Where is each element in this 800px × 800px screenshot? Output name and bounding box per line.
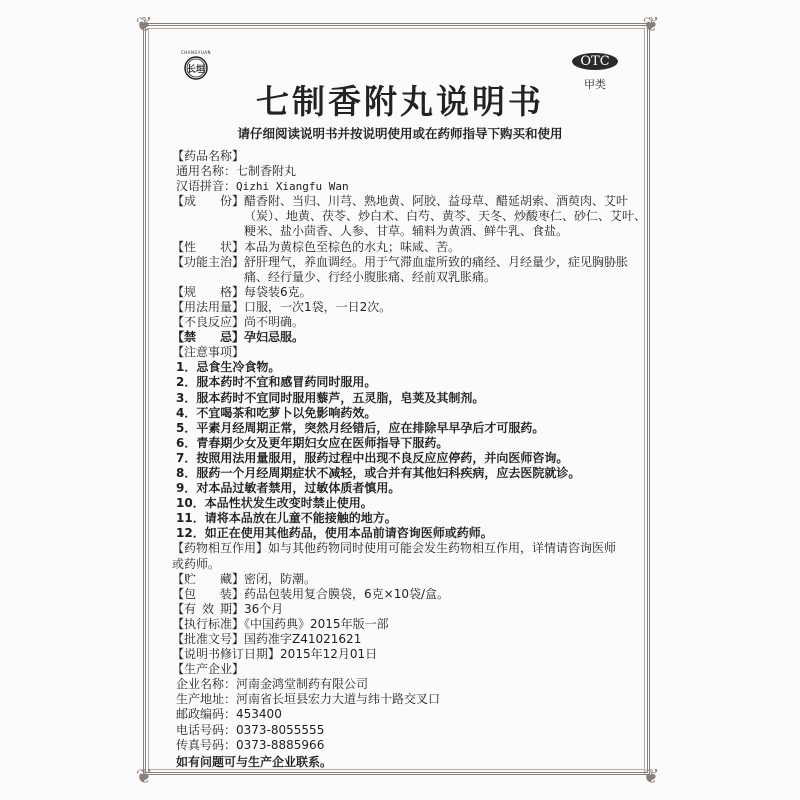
indications-text: 舒肝理气，养血调经。用于气滞血虚所致的痛经、月经量少，症见胸胁胀 [244, 254, 629, 269]
section-label: 成份 [184, 194, 233, 209]
approval-number: 国药准字Z41021621 [244, 632, 362, 646]
otc-badge: OTC [572, 53, 618, 70]
precaution-item: 1．忌食生冷食物。 [176, 360, 281, 375]
logo-text: CHANGYUAN [180, 50, 212, 55]
precaution-item: 8．服药一个月经周期症状不减轻，或合并有其他妇科疾病，应去医院就诊。 [176, 465, 581, 480]
ingredients-text: 醋香附、当归、川芎、熟地黄、阿胶、益母草、醋延胡索、酒萸肉、艾叶 [244, 194, 629, 209]
precaution-item: 9．对本品过敏者禁用，过敏体质者慎用。 [176, 481, 401, 496]
field-label: 邮政编码： [176, 707, 237, 722]
section-label: 性状 [184, 239, 233, 254]
section-label: 功能主治 [184, 254, 233, 269]
field-label: 生产地址： [176, 692, 237, 707]
otc-category: 甲类 [584, 78, 606, 91]
revision-date: 2015年12月01日 [280, 647, 378, 662]
field-label: 企业名称： [176, 677, 237, 692]
field-label: 通用名称： [176, 164, 237, 179]
pinyin-name: Qizhi Xiangfu Wan [236, 180, 349, 194]
standard-text: 《中国药典》2015年版一部 [244, 616, 389, 631]
generic-name: 七制香附丸 [236, 164, 297, 179]
contraindications-text: 孕妇忌服。 [244, 330, 305, 345]
section-label: 有效期 [184, 601, 233, 616]
ingredients-text: （炭）、地黄、茯苓、炒白术、白芍、黄芩、天冬、炒酸枣仁、砂仁、艾叶、 [244, 209, 647, 224]
interactions-text: 或药师。 [172, 556, 221, 571]
logo-mark: 长垣 [186, 65, 206, 75]
precaution-item: 7．按照用法用量服用，服药过程中出现不良反应应停药，并向医师咨询。 [176, 450, 569, 465]
precaution-item: 12．如正在使用其他药品，使用本品前请咨询医师或药师。 [176, 526, 493, 541]
character-text: 本品为黄棕色至棕色的水丸；味咸、苦。 [244, 239, 461, 254]
subtitle: 请仔细阅读说明书并按说明使用或在药师指导下购买和使用 [237, 126, 563, 141]
page-title: 七制香附丸说明书 [256, 82, 544, 121]
storage-text: 密闭，防潮。 [244, 571, 317, 586]
precaution-item: 5．平素月经周期正常，突然月经错后，应在排除早早孕后才可服药。 [176, 420, 545, 435]
corner-ornament-icon: ❦ [135, 764, 153, 788]
section-header: 生产企业 [184, 662, 233, 677]
field-label: 传真号码： [176, 737, 237, 752]
precaution-item: 6．青春期少女及更年期妇女应在医师指导下服药。 [176, 435, 449, 450]
precaution-item: 10．本品性状发生改变时禁止使用。 [176, 496, 373, 511]
section-label: 不良反应 [184, 315, 233, 330]
corner-ornament-icon: ❦ [135, 12, 153, 36]
postcode: 453400 [236, 707, 282, 722]
phone-number: 0373-8055555 [236, 722, 325, 737]
field-label: 电话号码： [176, 722, 237, 737]
precaution-item: 11．请将本品放在儿童不能接触的地方。 [176, 511, 397, 526]
section-label: 规格 [184, 284, 233, 299]
section-header: 药品名称 [184, 149, 233, 163]
precaution-item: 3．服本药时不宜同时服用藜芦，五灵脂，皂荚及其制剂。 [176, 390, 485, 405]
spec-text: 每袋装6克。 [244, 284, 312, 299]
field-label: 汉语拼音： [176, 179, 237, 194]
section-label: 说明书修订日期 [184, 647, 269, 662]
dosage-text: 口服，一次1袋，一日2次。 [244, 299, 392, 314]
section-label: 用法用量 [184, 299, 233, 314]
corner-ornament-icon: ❦ [642, 764, 660, 788]
company-address: 河南省长垣县宏力大道与纬十路交叉口 [236, 692, 441, 707]
section-label: 包装 [184, 586, 233, 601]
package-text: 药品包装用复合膜袋，6克×10袋/盒。 [244, 586, 450, 601]
indications-text: 痛、经行量少、行经小腹胀痛、经前双乳胀痛。 [244, 269, 497, 284]
section-label: 禁忌 [184, 330, 233, 345]
contact-note: 如有问题可与生产企业联系。 [176, 754, 333, 769]
adverse-text: 尚不明确。 [244, 315, 305, 330]
section-label: 贮藏 [184, 571, 233, 586]
section-header: 注意事项 [184, 345, 233, 360]
interactions-text: 如与其他药物同时使用可能会发生药物相互作用，详情请咨询医师 [268, 541, 617, 556]
precaution-item: 4．不宜喝茶和吃萝卜以免影响药效。 [176, 405, 377, 420]
fax-number: 0373-8885966 [236, 737, 325, 752]
company-name: 河南金鸿堂制药有限公司 [236, 677, 369, 692]
validity-text: 36个月 [244, 601, 284, 616]
brand-logo [178, 48, 214, 84]
section-label: 批准文号 [184, 632, 233, 646]
section-label: 执行标准 [184, 616, 233, 631]
ingredients-text: 粳米、盐小茴香、人参、甘草。辅料为黄酒、鲜牛乳、食盐。 [244, 224, 569, 239]
precautions-list [172, 360, 652, 541]
corner-ornament-icon: ❦ [642, 12, 660, 36]
section-label: 药物相互作用 [184, 541, 257, 556]
precaution-item: 2．服本药时不宜和感冒药同时服用。 [176, 375, 377, 390]
leaflet-body: 【药品名称】 通用名称：七制香附丸 汉语拼音：Qizhi Xiangfu Wan 【成份】醋香附、当归、川芎、熟地黄、阿胶、益母草、醋延胡索、酒萸肉、艾叶 （炭）、地黄、茯苓、炒白术、白芍、黄芩、天冬、炒酸枣仁、砂仁、艾叶、 粳米、盐小茴香、人参、甘草。辅料为黄酒、鲜牛乳、食盐。 【性状】本品为黄棕色至棕色的水丸；味咸、苦。 【功能主治】舒肝理气，养血调经。用于气滞血虚所致的痛经、月经量少，症见胸胁胀 痛、经行量少、行经小腹胀痛、经前双乳胀痛。 【规格】每袋装6克。 【用法用量】口服，一次1袋，一日2次。 【不良反应】尚不明确。 【禁忌】孕妇忌服。 【注意事项】 1．忌食生冷食物。 2．服本药时不宜和感冒药同时服用。 3．服本药时不宜同时服用藜芦，五灵脂，皂荚及其制剂。 4．不宜喝茶和吃萝卜以免影响药效。 5．平素月经周期正常，突然月经错后，应在排除早早孕后才可服药。 6．青春期少女及更年期妇女应在医师指导下服药。 7．按照用法用量服用，服药过程中出现不良反应应停药，并向医师咨询。 8．服药一个月经周期症状不减轻，或合并有其他妇科疾病，应去医院就诊。 9．对本品过敏者禁用，过敏体质者慎用。 10．本品性状发生改变时禁止使用。 11．请将本品放在儿童不能接触的地方。 12．如正在使用其他药品，使用本品前请咨询医师或药师。 【药物相互作用】如与其他药物同时使用可能会发生药物相互作用，详情请咨询医师 或药师。 【贮藏】密闭，防潮。 【包装】药品包装用复合膜袋，6克×10袋/盒。 【有效期】36个月 【执行标准】《中国药典》2015年版一部 【批准文号】国药准字Z41021621 【说明书修订日期】2015年12月01日 【生产企业】 企业名称：河南金鸿堂制药有限公司 生产地址：河南省长垣县宏力大道与纬十路交叉口 邮政编码：453400 电话号码：0373-8055555 传真号码：0373-8885966 如有问题可与生产企业联系。 [172, 149, 652, 770]
